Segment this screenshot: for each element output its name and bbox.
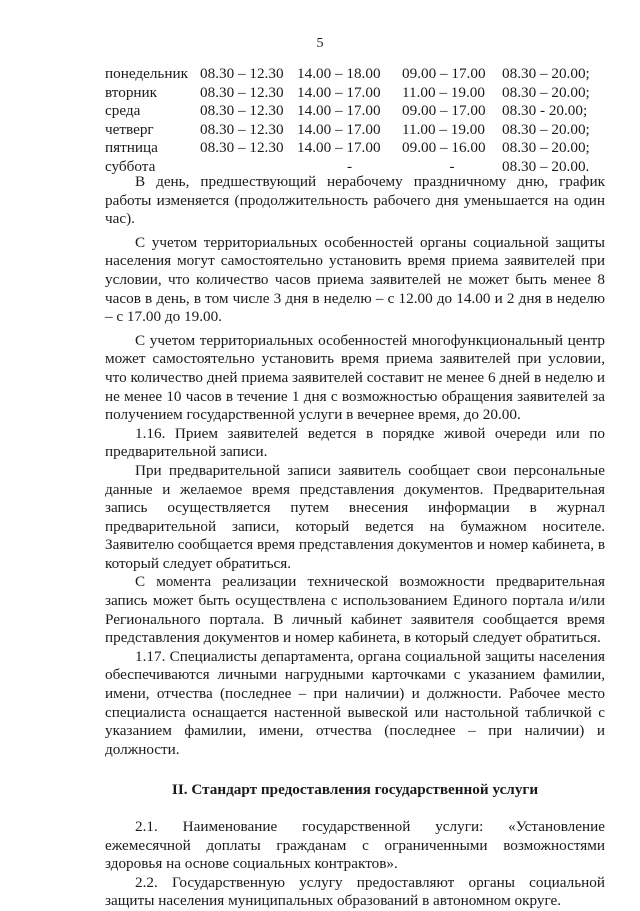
schedule-cell-c3: 09.00 – 17.00 (402, 65, 486, 82)
schedule-cell-c3: 11.00 – 19.00 (402, 120, 485, 138)
schedule-row (105, 139, 590, 158)
schedule-row (105, 121, 590, 140)
schedule-cell-c1: 08.30 – 12.30 (200, 102, 284, 120)
paragraph-2-2: 2.2. Государственную услугу предоставляют органы социальной защиты населения муниципальных образований в автономном округе. (105, 873, 605, 910)
schedule-cell-c4: 08.30 – 20.00; (502, 83, 590, 101)
schedule-cell-day: вторник (105, 83, 158, 101)
schedule-cell-c2: 14.00 – 18.00 (297, 65, 381, 82)
schedule-cell-c4: 08.30 – 20.00; (502, 139, 590, 157)
paragraph-holiday-schedule: В день, предшествующий нерабочему праздничному дню, график работы изменяется (продолжительность рабочего дня уменьшается на один час). (105, 173, 605, 228)
schedule-cell-c2: - (346, 157, 353, 175)
schedule-cell-c1: 08.30 – 12.30 (200, 139, 284, 157)
schedule-cell-c1: 08.30 – 12.30 (200, 65, 284, 82)
schedule-cell-day: суббота (105, 157, 156, 175)
schedule-cell-c1: 08.30 – 12.30 (200, 83, 284, 101)
schedule-cell-c4: 08.30 - 20.00; (502, 102, 588, 120)
page-number: 5 (316, 36, 324, 51)
paragraph-1-16: 1.16. Прием заявителей ведется в порядке живой очереди или по предварительной записи. (105, 424, 605, 461)
section-heading: II. Стандарт предоставления государственной услуги (171, 781, 539, 799)
schedule-cell-day: четверг (105, 120, 154, 138)
schedule-cell-c2: 14.00 – 17.00 (297, 102, 381, 120)
schedule-cell-c3: - (449, 157, 455, 175)
schedule-cell-c2: 14.00 – 17.00 (297, 83, 381, 101)
schedule-cell-c4: 08.30 – 20.00; (502, 120, 590, 138)
paragraph-preregistration: При предварительной записи заявитель сообщает свои персональные данные и желаемое время представления документов. Предварительная запись осуществляется путем внесения информации в журнал предварительной записи, который ведется на бумажном носителе. Заявителю сообщается время представления документов и номер кабинета, в который следует обратиться. (105, 461, 605, 572)
schedule-cell-c4: 08.30 – 20.00. (502, 157, 590, 175)
schedule-row (105, 84, 590, 103)
paragraph-2-1: 2.1. Наименование государственной услуги: «Установление ежемесячной доплаты гражданам с ограниченными возможностями здоровья на основе социальных контрактов». (105, 818, 605, 873)
schedule-cell-c3: 09.00 – 16.00 (402, 139, 486, 157)
schedule-cell-c3: 11.00 – 19.00 (402, 83, 485, 101)
schedule-table (105, 65, 590, 177)
schedule-cell-c3: 09.00 – 17.00 (402, 102, 486, 120)
paragraph-social-protection-hours: С учетом территориальных особенностей органы социальной защиты населения могут самостоятельно установить время приема заявителей при условии, что количество часов приема заявителей не может быть менее 8 часов в день, в том числе 3 дня в неделю – с 12.00 до 14.00 и 2 дня в неделю – с 17.00 до 19.00. (105, 233, 605, 326)
schedule-row (105, 65, 590, 84)
schedule-cell-day: пятница (105, 139, 158, 157)
schedule-cell-c2: 14.00 – 17.00 (297, 120, 381, 138)
paragraph-1-17: 1.17. Специалисты департамента, органа социальной защиты населения обеспечиваются личными нагрудными карточками с указанием фамилии, имени, отчества (последнее – при наличии) и должности. Рабочее место специалиста оснащается настенной вывеской или настольной табличкой с указанием фамилии, имени, отчества (последнее – при наличии) и должности. (105, 647, 605, 758)
schedule-cell-c1: 08.30 – 12.30 (200, 120, 284, 138)
schedule-row (105, 102, 590, 121)
paragraph-mfc-hours: С учетом территориальных особенностей многофункциональный центр может самостоятельно установить время приема заявителей при условии, что количество дней приема заявителей составит не менее 6 дней в неделю и не менее 10 часов в течение 1 дня с возможностью обращения заявителей за получением государственной услуги в вечернее время, до 20.00. (105, 331, 605, 424)
schedule-cell-c4: 08.30 – 20.00; (502, 65, 590, 82)
schedule-cell-day: понедельник (105, 65, 188, 82)
document-body (105, 173, 605, 911)
schedule-cell-c2: 14.00 – 17.00 (297, 139, 381, 157)
paragraph-portal-registration: С момента реализации технической возможности предварительная запись может быть осуществлена с использованием Единого портала и/или Регионального портала. В личный кабинет заявителя сообщается время представления документов и номер кабинета, в который следует обратиться. (105, 573, 605, 647)
schedule-cell-day: среда (105, 102, 141, 120)
